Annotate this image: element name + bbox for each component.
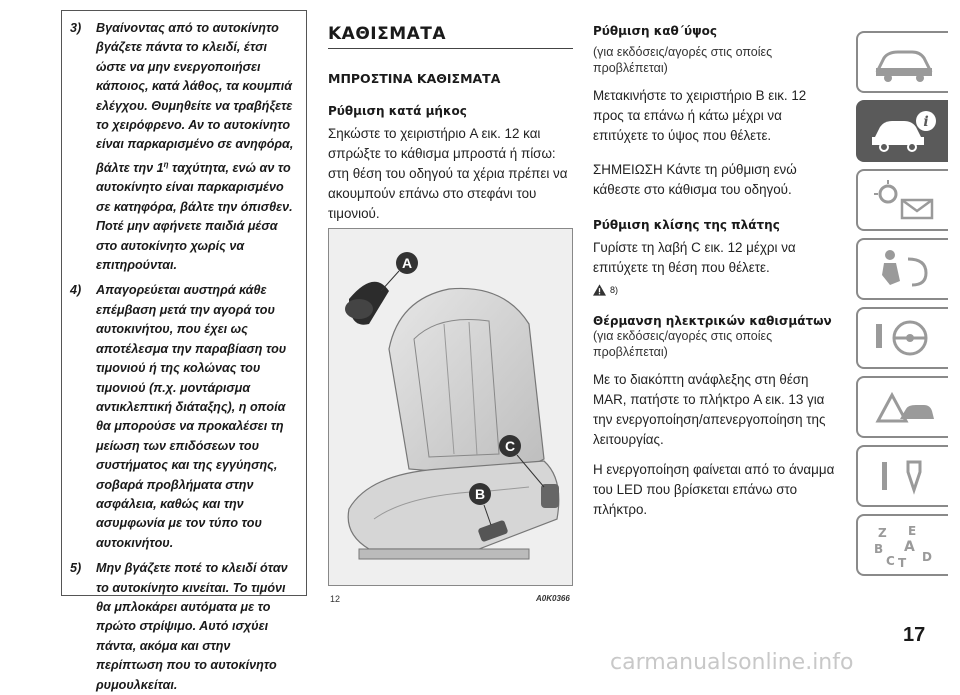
length-adjust-title: Ρύθμιση κατά μήκος xyxy=(328,104,467,118)
warning-ref-backrest: 8) xyxy=(593,284,838,296)
figure-code: A0K0366 xyxy=(536,594,570,603)
label-c xyxy=(499,435,521,457)
tab-car[interactable] xyxy=(856,31,948,93)
chapter-tabs xyxy=(856,31,948,583)
svg-text:A: A xyxy=(904,539,915,555)
svg-text:T: T xyxy=(898,556,907,569)
label-a xyxy=(396,252,418,274)
note-5: 5) Μην βγάζετε ποτέ το κλειδί όταν το αυτοκίνητο κινείται. Το τιμόνι θα μπλοκάρει αυτόματα με το πρώτο στρίψιμο. Αυτό ισχύει πάντα, ακόμα και στην περίπτωση που το αυτοκίνητο ρυμουλκείται. xyxy=(70,561,288,692)
svg-text:C: C xyxy=(886,554,895,568)
car-icon xyxy=(868,38,938,86)
svg-text:i: i xyxy=(923,114,929,130)
heated-seats-title: Θέρμανση ηλεκτρικών καθισμάτων xyxy=(593,314,832,328)
page-number: 17 xyxy=(903,624,926,646)
svg-text:A: A xyxy=(401,255,413,271)
index-letters-icon xyxy=(868,521,938,569)
note-3: 3) Βγαίνοντας από το αυτοκίνητο βγάζετε πάντα το κλειδί, έτσι ώστε να μην ενεργοποιήσει κάποιος, κατά λάθος, τα κουμπιά ελέγχου. Θυμηθείτε να τραβήξετε το χειρόφρενο. Αν το αυτοκίνητο είναι παρκαρισμένο σε ανηφόρα, βάλτε την $1^\eta$ ταχύτητα, ενώ αν το αυτοκίνητο είναι παρκαρισμένο σε κατηφόρα, βάλτε την όπισθεν. Ποτέ μην αφήνετε παιδιά μέσα στο αυτοκίνητο χωρίς να επιτηρούνται. xyxy=(70,21,294,273)
figure-number: 12 xyxy=(330,594,341,604)
right-column xyxy=(593,24,838,520)
heated-seats-text-2: Η ενεργοποίηση φαίνεται από το άναμμα του LED που βρίσκεται επάνω στο πλήκτρο. xyxy=(593,462,835,517)
svg-text:E: E xyxy=(908,524,917,538)
car-info-icon xyxy=(868,107,938,155)
length-adjust-text: Σηκώστε το χειριστήριο A εικ. 12 και σπρώξτε το κάθισμα μπροστά ή πίσω: στη θέση του οδηγού τα χέρια πρέπει να ακουμπούν επάνω στο στεφάνι του τιμονιού. xyxy=(328,126,568,221)
tab-airbag[interactable] xyxy=(856,238,948,300)
subsection-title: ΜΠΡΟΣΤΙΝΑ ΚΑΘΙΣΜΑΤΑ xyxy=(328,71,501,86)
svg-text:D: D xyxy=(922,550,932,564)
label-b xyxy=(469,483,491,505)
heated-seats-text-1: Με το διακόπτη ανάφλεξης στη θέση MAR, πατήστε το πλήκτρο A εικ. 13 για την ενεργοποίηση/απενεργοποίηση της λειτουργίας. xyxy=(593,372,826,447)
tab-warning-car[interactable] xyxy=(856,376,948,438)
tab-index[interactable] xyxy=(856,514,948,576)
backrest-title: Ρύθμιση κλίσης της πλάτης xyxy=(593,218,780,232)
tab-tools[interactable] xyxy=(856,445,948,507)
backrest-text: Γυρίστε τη λαβή C εικ. 12 μέχρι να επιτύχετε τη θέση που θέλετε. xyxy=(593,240,796,275)
svg-text:B: B xyxy=(474,486,486,502)
airbag-icon xyxy=(868,245,938,293)
warning-icon xyxy=(593,284,606,296)
height-adjust-title: Ρύθμιση καθ΄ύψος xyxy=(593,24,718,38)
svg-text:Z: Z xyxy=(878,526,887,540)
seat-illustration xyxy=(329,229,572,585)
section-title: ΚΑΘΙΣΜΑΤΑ xyxy=(328,24,573,49)
tab-car-info[interactable] xyxy=(856,100,948,162)
steering-wheel-icon xyxy=(868,314,938,362)
height-adjust-text: Μετακινήστε το χειριστήριο B εικ. 12 προς τα επάνω ή κάτω μέχρι να επιτύχετε το ύψος που θέλετε. xyxy=(593,88,807,143)
tools-icon xyxy=(868,452,938,500)
svg-text:C: C xyxy=(504,438,516,454)
lights-mail-icon xyxy=(868,176,938,224)
note-4: 4) Απαγορεύεται αυστηρά κάθε επέμβαση μετά την αγορά του αυτοκινήτου, που έχει ως αποτέλεσμα την παραβίαση του τιμονιού ή της κολώνας του τιμονιού (π.χ. μοντάρισμα αντικλεπτική διάταξης), η οποία θα μπορούσε να προκαλέσει τη μείωση των επιδόσεων του συστήματος και της εγγύησης, σοβαρά προβλήματα στην ασφάλεια, καθώς και την ασυμφωνία με τον τύπο του αυτοκινήτου. xyxy=(70,283,287,550)
height-adjust-remark: ΣΗΜΕΙΩΣΗ Κάντε τη ρύθμιση ενώ κάθεστε στο κάθισμα του οδηγού. xyxy=(593,162,797,197)
height-adjust-note: (για εκδόσεις/αγορές στις οποίες προβλέπεται) xyxy=(593,45,773,75)
notes-box xyxy=(61,10,307,692)
middle-column xyxy=(328,24,573,242)
tab-lights-mail[interactable] xyxy=(856,169,948,231)
seat-figure xyxy=(328,228,573,586)
tab-steering[interactable] xyxy=(856,307,948,369)
svg-text:B: B xyxy=(874,542,884,556)
heated-seats-note: (για εκδόσεις/αγορές στις οποίες προβλέπεται) xyxy=(593,329,773,359)
warning-car-icon xyxy=(868,383,938,431)
watermark: carmanualsonline.info xyxy=(610,650,854,675)
